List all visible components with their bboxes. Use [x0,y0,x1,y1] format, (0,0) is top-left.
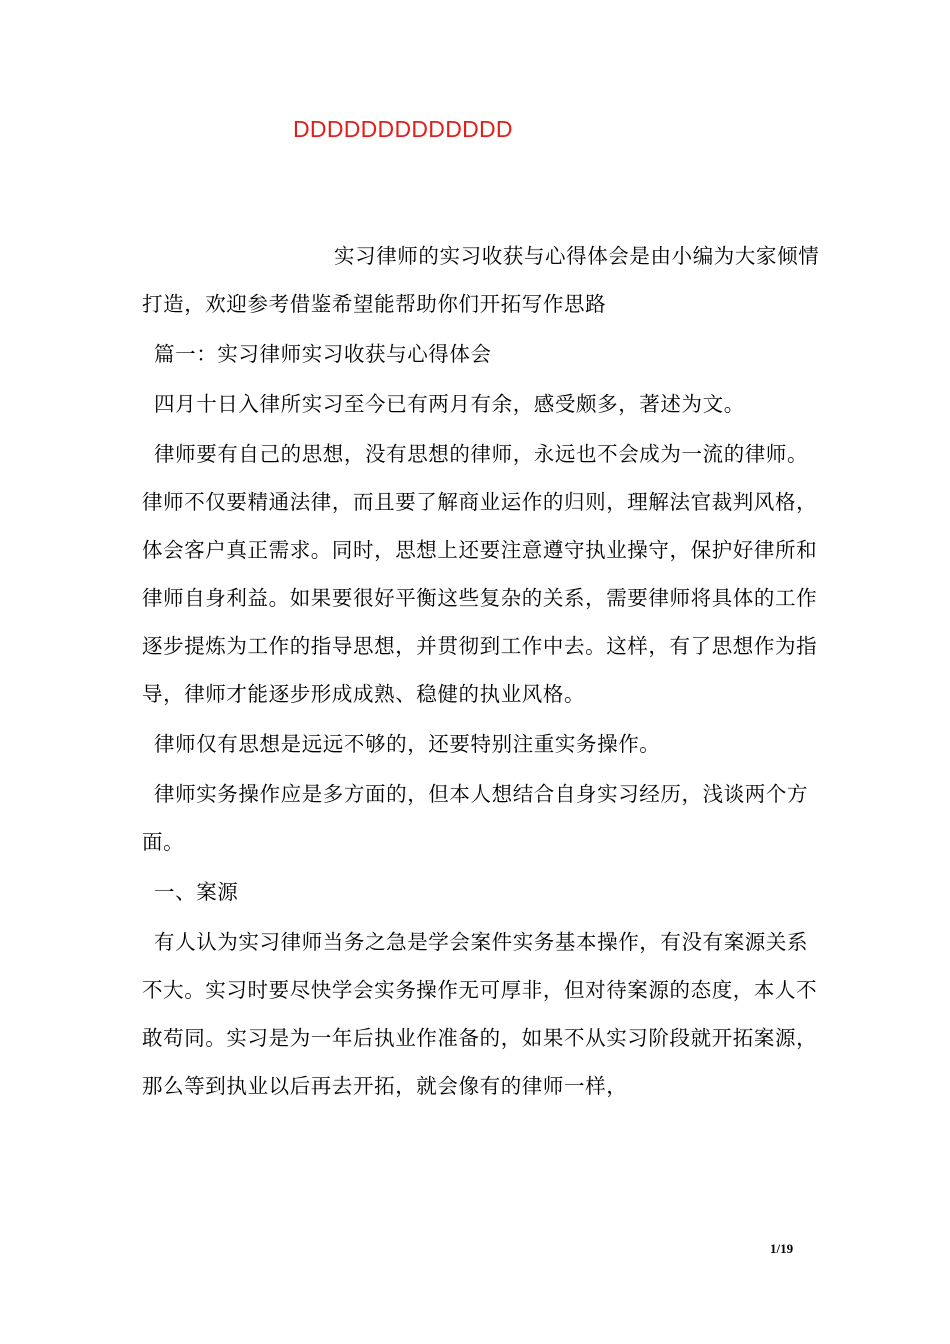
body-paragraph: 律师要有自己的思想，没有思想的律师，永远也不会成为一流的律师。律师不仅要精通法律，而且要了解商业运作的归则，理解法官裁判风格，体会客户真正需求。同时，思想上还要注意遵守执业操守，保护好律所和律师自身利益。如果要很好平衡这些复杂的关系，需要律师将具体的工作逐步提炼为工作的指导思想，并贯彻到工作中去。这样，有了思想作为指导，律师才能逐步形成成熟、稳健的执业风格。 [142,442,818,706]
body-paragraph: 律师仅有思想是远远不够的，还要特别注重实务操作。 [154,732,661,756]
header-title: DDDDDDDDDDDDD [293,116,513,142]
intro-paragraph: 实习律师的实习收获与心得体会是由小编为大家倾情打造，欢迎参考借鉴希望能帮助你们开拓写作思路 [142,244,820,316]
page-number: 1/19 [770,1241,794,1256]
body-paragraph: 律师实务操作应是多方面的，但本人想结合自身实习经历，浅谈两个方面。 [142,782,809,854]
document-body [142,232,822,1112]
body-paragraph: 四月十日入律所实习至今已有两月有余，感受颇多，著述为文。 [154,392,745,416]
subsection-heading: 一、案源 [154,880,239,904]
body-paragraph: 有人认为实习律师当务之急是学会案件实务基本操作，有没有案源关系不大。实习时要尽快学会实务操作无可厚非，但对待案源的态度，本人不敢苟同。实习是为一年后执业作准备的，如果不从实习阶段就开拓案源，那么等到执业以后再去开拓，就会像有的律师一样， [142,930,818,1098]
section-heading: 篇一：实习律师实习收获与心得体会 [154,342,492,366]
